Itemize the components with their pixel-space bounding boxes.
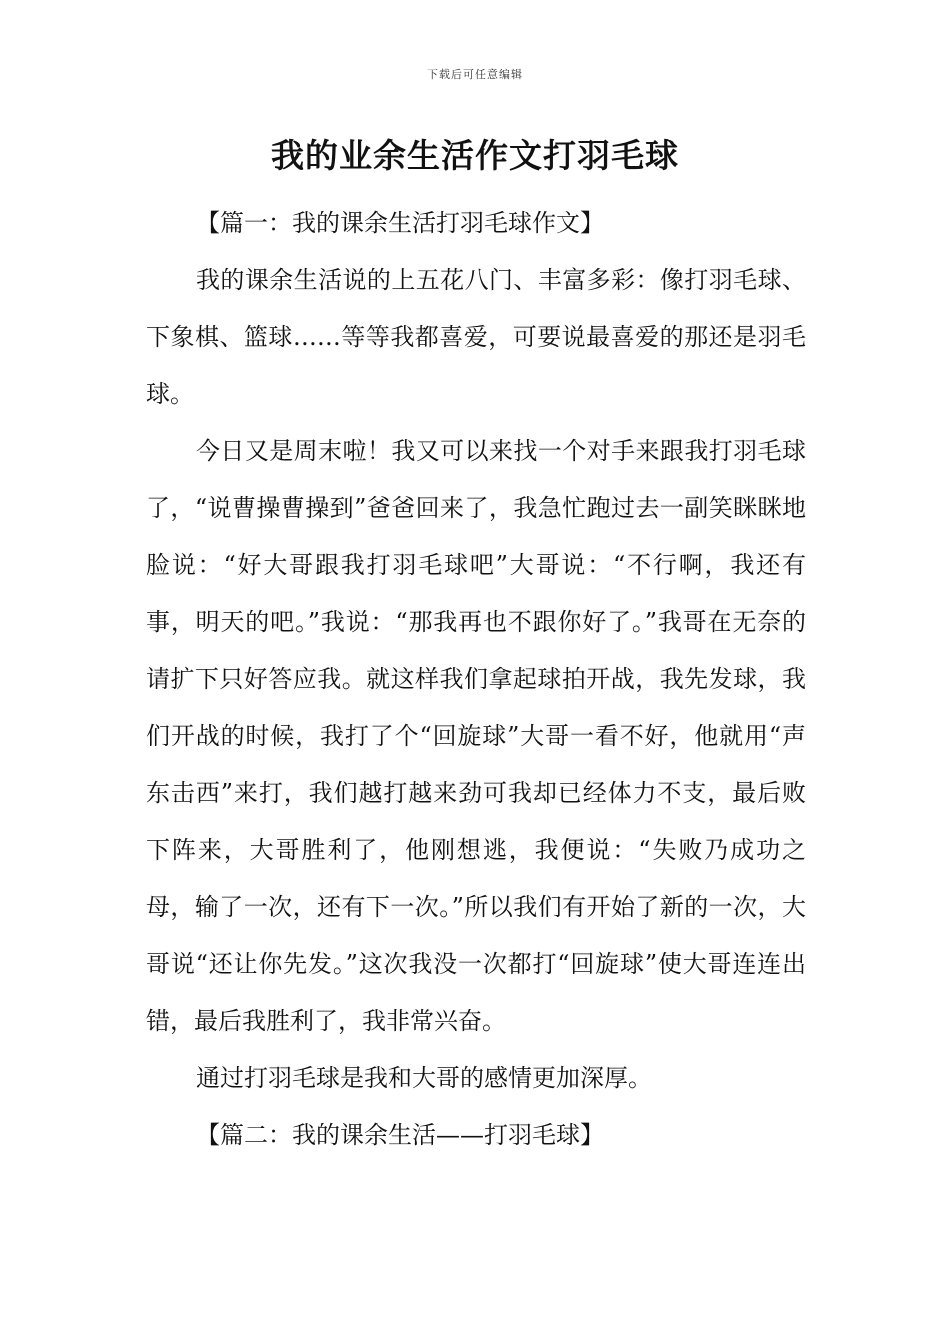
section-heading-1: 【篇一：我的课余生活打羽毛球作文】: [196, 209, 604, 237]
header-note: 下载后可任意编辑: [427, 68, 523, 81]
section-heading-2: 【篇二：我的课余生活——打羽毛球】: [196, 1121, 604, 1149]
paragraph-1: 我的课余生活说的上五花八门、丰富多彩：像打羽毛球、下象棋、篮球……等等我都喜爱，可要说最喜爱的那还是羽毛球。: [146, 266, 806, 408]
document-title: 我的业余生活作文打羽毛球: [271, 136, 679, 175]
paragraph-2: 今日又是周末啦！我又可以来找一个对手来跟我打羽毛球了，“说曹操曹操到”爸爸回来了，我急忙跑过去一副笑眯眯地脸说：“好大哥跟我打羽毛球吧”大哥说：“不行啊，我还有事，明天的吧。”我说：“那我再也不跟你好了。”我哥在无奈的请扩下只好答应我。就这样我们拿起球拍开战，我先发球，我们开战的时候，我打了个“回旋球”大哥一看不好，他就用“声东击西”来打，我们越打越来劲可我却已经体力不支，最后败下阵来，大哥胜利了，他刚想逃，我便说：“失败乃成功之母，输了一次，还有下一次。”所以我们有开始了新的一次，大哥说“还让你先发。”这次我没一次都打“回旋球”使大哥连连出错，最后我胜利了，我非常兴奋。: [146, 437, 806, 1035]
paragraph-3: 通过打羽毛球是我和大哥的感情更加深厚。: [196, 1064, 652, 1092]
document-body: [146, 195, 806, 1164]
